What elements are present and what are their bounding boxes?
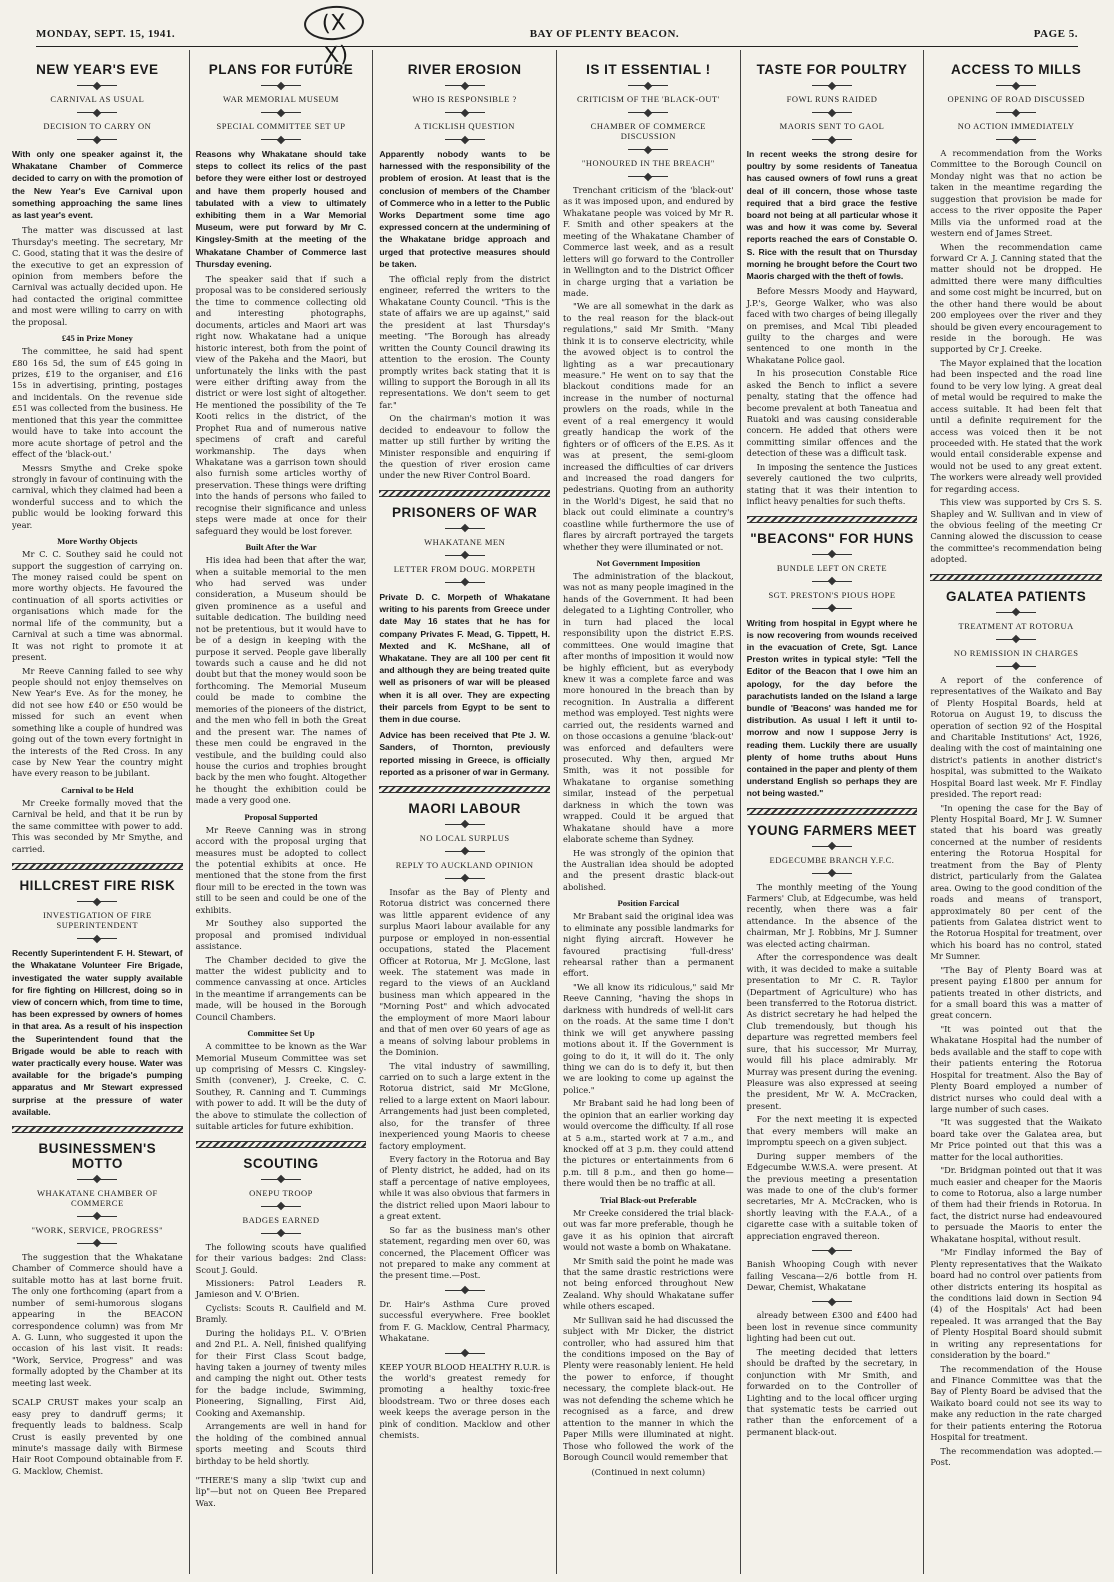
subheading: WHAKATANE CHAMBER OF COMMERCE: [36, 1187, 158, 1208]
crosshead: Carnival to be Held: [61, 784, 134, 795]
divider: [445, 824, 485, 825]
crosshead: Proposal Supported: [244, 811, 318, 822]
crosshead: Trial Black-out Preferable: [600, 1194, 697, 1205]
divider: [77, 1216, 117, 1217]
headline-river-erosion: RIVER EROSION: [407, 62, 522, 77]
advertisement: SCALP CRUST makes your scalp an easy prey to dandruff germs; it frequently leads to baldness. Scalp Crust is easily prevented by one minute's massage daily with Birmese Hair Root Compound obtainable from F. G. Macklow, Chemist.: [12, 1397, 183, 1476]
paragraph: Mr Smith said the point he made was that the same drastic restrictions were not being enforced throughout New Zealand. Why should Whakatane suffer while others escaped.: [563, 1255, 734, 1312]
subheading: INVESTIGATION OF FIRE SUPERINTENDENT: [42, 910, 152, 931]
paragraph: Mr Brabant said he had long been of the opinion that an earlier working day would overcome the difficulty. If all rose at 5 a.m., started work at 7 a.m., and knocked off at 3 p.m. they could attend the pictures or entertainments from 6 p.m. till 8 p.m., and then go home—there would then be no traffic at all.: [563, 1098, 734, 1189]
paragraph: "In opening the case for the Bay of Plenty Hospital Board, Mr J. W. Sumner stated that his board was greatly concerned at the number of residents entering the Rotorua Hospital for treatment from the Bay of Plenty district, particularly from the Galatea area. Owing to the good condition of the roads and means of transport, approximately 80 per cent of the patients from Galatea district went to the Rotorua Hospital for treatment, over which his board has no control, stated Mr Sumner.: [930, 802, 1102, 962]
paragraph: "It was suggested that the Waikato board take over the Galatea area, but Mr Price pointed out that this was a matter for the local authorities.: [930, 1117, 1102, 1162]
lead-paragraph: Apparently nobody wants to be harnessed with the responsibility of the problem of erosion. At least that is the conclusion of members of the Chamber of Commerce who in a letter to the Public Works Department some time ago expressed concern at the undermining of the Whakatane bridge approach and urged that protective measures should be taken.: [379, 149, 550, 269]
divider: [261, 1179, 301, 1180]
subheading: "HONOURED IN THE BREACH": [581, 158, 715, 168]
paragraph: The recommendation was adopted.—Post.: [930, 1445, 1102, 1468]
divider: [77, 112, 117, 113]
masthead-page: PAGE 5.: [1033, 28, 1078, 40]
divider: [445, 85, 485, 86]
section-separator: [930, 574, 1102, 581]
divider: [445, 139, 485, 140]
subheading: NO ACTION IMMEDIATELY: [957, 121, 1075, 131]
paragraph: So far as the business man's other statement, regarding men over 60, was concerned, the Placement Officer was not prepared to make any comment at the present time.—Post.: [379, 1224, 550, 1281]
column-3: [373, 50, 557, 1574]
paragraph: The Mayor explained that the location had been inspected and the road line found to be very low lying. A great deal of metal would be required to make the access suitable. It had been felt that until a definite requirement for the access was voiced then it be not proceeded with. He stated that the work would entail considerable expense and would not be used to any great extent. The workers were already well provided for regarding access.: [930, 357, 1102, 494]
subheading: ONEPU TROOP: [249, 1187, 313, 1198]
lead-paragraph: Reasons why Whakatane should take steps to collect its relics of the past before they were either lost or destroyed and have them properly housed and tabulated with a view to ultimately exhibiting them in a War Memorial Museum, were put forward by Mr C. Kingsley-Smith at the meeting of the Whakatane Chamber of Commerce last Thursday evening.: [195, 149, 367, 269]
paragraph: The speaker said that if such a proposal was to be considered seriously the time to commence collecting old and interesting photographs, documents, articles and Maori art was right now. Whakatane had a unique historic interest, both from the point of view of the Pakeha and the Maori, but unfortunately the links with the past were either drifting away from the district or were lost sight of altogether. He mentioned the possibility of the Te Kooti relics in the district, of the Prophet Rua and of numerous native specimens of craft and careful workmanship. The days when Whakatane was a garrison town should also furnish some articles worthy of preservation. These things were drifting into the hands of persons who failed to recognise their significance and unless steps were made at once for their safeguard they would be lost forever.: [195, 274, 367, 536]
headline-access-to-mills: ACCESS TO MILLS: [951, 62, 1082, 77]
paragraph: Mr Creeke considered the trial black-out was far more preferable, though he gave it as his opinion that aircraft would not waste a bomb on Whakatane.: [563, 1207, 734, 1253]
headline-taste-for-poultry: TASTE FOR POULTRY: [756, 62, 908, 77]
subheading: SGT. PRESTON'S PIOUS HOPE: [768, 589, 896, 600]
headline-scouting: SCOUTING: [243, 1155, 319, 1171]
paragraph: A recommendation from the Works Committee to the Borough Council on Monday night was that no action be taken in the meantime regarding the suggestion that provision be made for access to the river opposite the Paper Mills via the unformed road at the western end of James Street.: [930, 148, 1102, 239]
subheading: CRITICISM OF THE 'BLACK-OUT': [576, 94, 720, 104]
advertisement: Banish Whooping Cough with never failing Vescana—2/6 bottle from H. Dewar, Chemist, Whakatane: [746, 1259, 918, 1293]
crosshead: Built After the War: [245, 542, 317, 553]
crosshead: Position Farcical: [617, 898, 680, 909]
paragraph: Mr Southey also supported the proposal and promised individual assistance.: [195, 918, 367, 952]
advertisement: KEEP YOUR BLOOD HEALTHY R.U.R. is the world's greatest remedy for promoting a healthy toxic-free bloodstream. Two or three doses each week keeps the average person in the pink of condition. Macklow and other chemists.: [379, 1361, 550, 1441]
paragraph: Mr Reeve Canning failed to see why people should not enjoy themselves on New Year's Eve. As for the money, he did not see how £40 or £50 would be missed for such an event when something like a couple of hundred was going out of the town every fortnight in the interests of the Red Cross. In any case by New Year the country might have every reason to be jubilant.: [12, 665, 183, 779]
divider: [77, 901, 117, 902]
paragraph: During supper members of the Edgecumbe W.W.S.A. were present. At the previous meeting a presentation was made to one of the club's former secretaries, Mr A. McCracken, who is shortly leaving with the F.A.A., of a cigarette case with a suitable token of appreciation engraved thereon.: [746, 1150, 918, 1241]
newspaper-columns: [6, 50, 1108, 1574]
masthead-rule: [36, 46, 1078, 47]
section-separator: [747, 516, 918, 523]
paragraph: He was strongly of the opinion that the Australian idea should be adopted and the present drastic black-out abolished.: [563, 847, 734, 892]
divider: [628, 85, 668, 86]
paragraph: The meeting decided that letters should be drafted by the secretary, in conjunction with Mr Smith, and forwarded on to the Controller of Lighting and to the local officer urging that systematic tests be carried out rather than the enforcement of a permanent black-out.: [746, 1346, 918, 1437]
paragraph: The committee, he said had spent £80 16s 5d, the sum of £45 going in prizes, £19 to the organiser, and £16 15s in advertising, printing, postages and incidentals. On the revenue side £51 was collected from the business. He mentioned that this year the committee would have to take into account the more acute shortage of petrol and the effect of the 'black-out.': [12, 346, 183, 460]
subheading: BUNDLE LEFT ON CRETE: [776, 562, 888, 573]
subheading: WHAKATANE MEN: [424, 536, 506, 547]
advertisement: Dr. Hair's Asthma Cure proved successful everywhere. Free booklet from F. G. Macklow, Central Pharmacy, Whakatane.: [379, 1298, 550, 1344]
paragraph: The official reply from the district engineer, referred the writers to the Whakatane County Council. "This is the state of affairs we are up against," said the president at last Thursday's meeting. "The Borough has already written the County Council drawing its attention to the erosion. The County promptly writes back stating that it is willing to support the Borough in all its representations. We don't seem to get far.": [379, 274, 550, 410]
crosshead: Committee Set Up: [247, 1028, 315, 1039]
paragraph: Mr Creeke formally moved that the Carnival be held, and that it be run by the same committee with power to add. This was seconded by Mr Smythe, and carried.: [12, 797, 183, 854]
divider: [445, 1290, 485, 1291]
crosshead: £45 in Prize Money: [61, 333, 133, 344]
section-separator: [12, 863, 183, 870]
section-separator: [747, 808, 918, 815]
paragraph: His idea had been that after the war, when a suitable memorial to the men who had served was under consideration, a Museum should be given prominence as a useful and suitable dedication. The building need not be pretentious, but it would have to be of a design in keeping with the purpose it served. People gave liberally towards such a cause and he did not doubt but that the money would soon be forthcoming. The Memorial Museum could be made to combine the memories of the pioneers of the district, and the men who fell in both the Great and the present war. The names of these men could be engraved in the vestibule, and the building could also house the curios and trophies brought back by the men who fought. Altogether he thought the exhibition could be made a very good one.: [195, 555, 367, 806]
paragraph: "We all know its ridiculous," said Mr Reeve Canning, "having the shops in darkness with hundreds of well-lit cars on the roads. At the same time I don't think we will get anywhere passing motions about it. If the Government is going to do it, it will do it. The only thing we can do is to defy it, but then we are looking to come up against the police.": [563, 981, 734, 1095]
advertisement: "THERE'S many a slip 'twixt cup and lip"—but not on Queen Bee Prepared Wax.: [195, 1474, 367, 1508]
subheading: OPENING OF ROAD DISCUSSED: [947, 94, 1085, 104]
paragraph: Trenchant criticism of the 'black-out' as it was imposed upon, and endured by Whakatane people was voiced by Mr R. F. Smith and other speakers at the meeting of the Whakatane Chamber of Commerce last week, and as a result letters will go forward to the Controller in Wellington and to the District Officer in charge urging that a variation be made.: [563, 185, 734, 298]
divider: [445, 582, 485, 583]
headline-plans-for-future: PLANS FOR FUTURE: [208, 62, 354, 77]
paragraph: The monthly meeting of the Young Farmers' Club, at Edgecumbe, was held recently, when there was a fair attendance. In the absence of the chairman, Mr J. Robbins, Mr J. Sumner was elected acting chairman.: [746, 881, 918, 949]
subheading: FOWL RUNS RAIDED: [786, 94, 878, 104]
section-separator: [12, 1126, 183, 1133]
divider: [628, 176, 668, 177]
subheading: MAORIS SENT TO GAOL: [779, 121, 885, 131]
subheading: NO REMISSION IN CHARGES: [953, 647, 1079, 658]
subheading: CHAMBER OF COMMERCE DISCUSSION: [590, 121, 706, 141]
lead-paragraph: Writing from hospital in Egypt where he is now recovering from wounds received in the evacuation of Crete, Sgt. Lance Preston writes in typical style: "Tell the Editor of the Beacon that I owe him an apology, for the day before the parachutists landed on the Island a large bundle of 'Beacons' was handed me for distribution. As usual I left it until to-morrow and now I suppose Jerry is reading them. Luckily there are usually plenty of home truths about Huns contained in the paper and plenty of them understand English so perhaps they are not being wasted.": [746, 617, 918, 799]
lead-paragraph: Advice has been received that Pte J. W. Sanders, of Thornton, previously reported missing in Greece, is officially reported as a prisoner of war in Germany.: [379, 730, 550, 777]
divider: [812, 85, 852, 86]
headline-businessmens-motto: BUSINESSMEN'S MOTTO: [38, 1140, 157, 1171]
divider: [812, 112, 852, 113]
subheading: WHO IS RESPONSIBLE ?: [412, 94, 517, 104]
divider: [812, 554, 852, 555]
paragraph: Every factory in the Rotorua and Bay of Plenty district, he added, had on its staff a percentage of native employees, while it was also obvious that farmers in the district relied upon Maori labour to a great extent.: [379, 1154, 550, 1222]
divider: [996, 666, 1036, 667]
divider: [996, 139, 1036, 140]
paragraph: Insofar as the Bay of Plenty and Rotorua district was concerned there was little apparent evidence of any surplus Maori labour available for any purpose or employed in non-essential occupations, stated the Placement Officer at Rotorua, Mr J. McGlone, last week. The statement was made in regard to the views of an Auckland business man which appeared in the "Morning Post" and which advocated the employment of more Maori labour and that of men over 60 years of age as a means of solving labour problems in the Dominion.: [379, 886, 550, 1058]
divider: [261, 1206, 301, 1207]
paragraph: When the recommendation came forward Cr A. J. Canning stated that the matter should not be dropped. He admitted there were many difficulties and some cost might be incurred, but on the other hand there would be about 200 employees over the river and they should be given every encouragement to reside in the borough. He was supported by Cr J. Creeke.: [930, 241, 1102, 355]
divider: [77, 139, 117, 140]
divider: [77, 938, 117, 939]
paragraph: A report of the conference of representatives of the Waikato and Bay of Plenty Hospital Boards, held at Rotorua on August 19, to discuss the operation of section 92 of the Hospital and Charitable Institutions' Act, 1926, dealing with the cost of maintaining one district's patients in another district's hospital, was submitted to the Waikato Hospital Board last week. Mr F. Findlay presided. The report read:: [930, 674, 1102, 800]
paragraph: Before Messrs Moody and Hayward, J.P.'s, George Walker, who was also faced with two charges of being illegally on premises, and Mcal Tibi pleaded guilty to the charges and were sentenced to one month in the Whakatane Police gaol.: [746, 286, 918, 365]
paragraph: For the next meeting it is expected that every members will make an impromptu speech on a given subject.: [746, 1114, 918, 1148]
paragraph: After the correspondence was dealt with, it was decided to make a suitable presentation to Mr C. R. Taylor (Department of Agriculture) who has been transferred to the Rotorua district. As district secretary he had helped the Club tremendously, but though his departure was regretted members feel sure, that his successor, Mr Murray, would fill his place admirably. Mr Murray was present during the evening. Pleasure was also expressed at seeing the president, Mr W. A. McCracken, present.: [746, 952, 918, 1111]
subheading: A TICKLISH QUESTION: [414, 121, 515, 131]
paragraph: During the holidays P.L. V. O'Brien and 2nd P.L. A. Nell, finished qualifying for their First Class Scout badge, having taken a journey of twenty miles and camping the night out. Other tests for the badge include, Swimming, Pioneering, Signalling, First Aid, Cooking and Axemanship.: [195, 1327, 367, 1418]
column-4: [557, 50, 741, 1574]
divider: [445, 112, 485, 113]
lead-paragraph: Recently Superintendent F. H. Stewart, of the Whakatane Volunteer Fire Brigade, investigated the water supply available for fire fighting on Hillcrest, doing so in view of concern which, from time to time, has been expressed by owners of homes in that area. As a result of his inspection the Superintendent found that the Brigade would be able to reach with water practically every house. Water was available for the brigade's pumping apparatus and Mr Stewart expressed surprise at the pressure of water available.: [12, 948, 183, 1117]
paragraph: The administration of the blackout, was not as many people imagined in the hands of the Government. It had been delegated to a Lighting Controller, who in turn had placed the local responsibility upon the district E.P.S. committees. One would imagine that after months of imposition it would now be highly efficient, but as everybody knew it was a complete farce and was more honoured in the breach than by recognition. In Australia a different method was employed. Test nights were carried out, the residents warned and on those occasions a genuine 'black-out' was enforced and defaulters were prosecuted. Why then, argued Mr Smith, was it not possible for Whakatane to organise something similar, instead of the perpetual darkness in which the town was wrapped. Could it be argued that Whakatane should have a more elaborate scheme than Sydney.: [563, 571, 734, 845]
paragraph: The Chamber decided to give the matter the widest publicity and to commence canvassing at once. Articles in the meantime if arrangements can be made, will be housed in the Borough Council Chambers.: [195, 954, 367, 1022]
divider: [996, 85, 1036, 86]
divider: [445, 851, 485, 852]
paragraph: The vital industry of sawmilling, carried on to such a large extent in the Rotorua district, said Mr McGlone, relied to a large extent on Maori labour. Arrangements had just been completed, also, for the transfer of three inexperienced young Maoris to cheese factory employment.: [379, 1060, 550, 1151]
headline-beacons-for-huns: "BEACONS" FOR HUNS: [750, 530, 914, 546]
paragraph: Missioners: Patrol Leaders R. Jamieson and V. O'Brien.: [195, 1277, 367, 1300]
divider: [261, 112, 301, 113]
paragraph: The recommendation of the House and Finance Committee was that the Bay of Plenty Board be advised that the Waikato board could not see its way to make any reduction in the rate charged for their patients entering the Rotorua Hospital for treatment.: [930, 1363, 1102, 1443]
paragraph: "The Bay of Plenty Board was at present paying £1800 per annum for patients treated in other districts, and for a small board this was a matter of great concern.: [930, 964, 1102, 1021]
paragraph: Mr Reeve Canning was in strong accord with the proposal urging that measures must be adopted to collect the potential exhibits at once. He mentioned that the stone from the first flour mill to be erected in the town was still to be seen and could be one of the exhibits.: [195, 824, 367, 915]
divider: [77, 1243, 117, 1244]
subheading: CARNIVAL AS USUAL: [50, 94, 145, 104]
subheading: NO LOCAL SURPLUS: [419, 832, 510, 843]
paragraph: A committee to be known as the War Memorial Museum Committee was set up comprising of Messrs C. Kingsley-Smith (convener), J. Creeke, C. C. Southey, R. Canning and T. Cummings with power to add. It will be the duty of the above to stimulate the collection of suitable articles for future exhibition.: [195, 1041, 367, 1132]
crosshead: Not Government Imposition: [596, 558, 701, 568]
paragraph: This view was supported by Crs S. S. Shapley and W. Sullivan and in view of the obvious feeling of the meeting Cr Canning alowed the discussion to cease the committee's recommendation being adopted.: [930, 497, 1102, 565]
subheading: "WORK, SERVICE, PROGRESS": [31, 1224, 164, 1235]
paragraph: In his prosecution Constable Rice asked the Bench to inflict a severe penalty, stating that the offence had become prevalent at both Taneatua and Ruatoki and was causing considerable concern. He added that others were committing similar offences and the detection of these was a difficult task.: [746, 368, 918, 459]
divider: [261, 85, 301, 86]
headline-young-farmers-meet: YOUNG FARMERS MEET: [747, 822, 917, 838]
headline-is-it-essential: IS IT ESSENTIAL !: [586, 62, 711, 77]
divider: [445, 878, 485, 879]
paragraph: On the chairman's motion it was decided to endeavour to follow the matter up still further by writing the Minister responsible and enquiring if the question of river erosion came under the new River Control Board.: [379, 413, 550, 481]
divider: [812, 873, 852, 874]
paragraph: "Mr Findlay informed the Bay of Plenty representatives that the Waikato board had no control over patients from other districts entering its hospital as the conditions laid down in Section 94 (4) of the Hospitals' Act had been repealed. It was arranged that the Bay of Plenty Hospital Board should submit in writing any representations for consideration by the board.": [930, 1247, 1102, 1361]
lead-paragraph: With only one speaker against it, the Whakatane Chamber of Commerce decided to carry on with the promotion of the New Year's Eve Carnival upon something approaching the same lines as last year's event.: [12, 149, 183, 221]
paragraph: "It was pointed out that the Whakatane Hospital had the number of beds available and the staff to cope with their patients entering the Rotorua Hospital for treatment. Also the Bay of Plenty Board employed a number of district nurses who could deal with a large number of such cases.: [930, 1023, 1102, 1114]
headline-maori-labour: MAORI LABOUR: [408, 800, 521, 816]
divider: [77, 1179, 117, 1180]
divider: [996, 639, 1036, 640]
column-1: [6, 50, 190, 1574]
paragraph: already between £300 and £400 had been lost in revenue since community lighting had been cut out.: [746, 1310, 918, 1344]
paragraph: Arrangements are well in hand for the holding of the combined annual sports meeting and Scouts third birthday to be held shortly.: [195, 1421, 367, 1466]
paragraph: The matter was discussed at last Thursday's meeting. The secretary, Mr C. Good, stating that it was the desire of the executive to get an expression of opinion from members before the Carnival was actually decided upon. He had contacted the original committee and most were willing to carry on with the proposal.: [12, 225, 183, 327]
divider: [628, 149, 668, 150]
divider: [812, 1250, 852, 1251]
subheading: SPECIAL COMMITTEE SET UP: [216, 121, 346, 131]
paragraph: Mr Sullivan said he had discussed the subject with Mr Dicker, the district controller, who had assured him that the conditions imposed on the Bay of Plenty were reasonably lenient. He held the power to enforce, if thought necessary, the complete black-out. He was not defending the scheme which he recognised as a farce, and drew attention to the manner in which the Paper Mills were illuminated at night. Those who followed the work of the Borough Council would remember that: [563, 1314, 734, 1462]
divider: [996, 612, 1036, 613]
divider: [812, 581, 852, 582]
divider: [77, 85, 117, 86]
subheading: BADGES EARNED: [242, 1214, 320, 1225]
paragraph: The suggestion that the Whakatane Chamber of Commerce should have a suitable motto has at last borne fruit. The only one forthcoming (apart from a number of semi-humorous slogans appearing in the BEACON correspondence column) was from Mr A. G. Lunn, who suggested it upon the occasion of his last visit. It reads: "Work, Service, Progress" and was formally adopted by the Chamber at its meeting last week.: [12, 1251, 183, 1388]
lead-paragraph: In recent weeks the strong desire for poultry by some residents of Taneatua has caused owners of fowl runs a great deal of ill concern, those whose taste required that a bird grace the festive board not being at all particular whose it was and how it was come by. Several reports reached the ears of Constable O. S. Rice with the result that on Thursday morning he brought before the Court two Maoris charged with the theft of fowls.: [746, 149, 918, 282]
divider: [812, 139, 852, 140]
paragraph: Cyclists: Scouts R. Caulfield and M. Bramly.: [195, 1302, 367, 1325]
section-separator: [379, 490, 550, 497]
divider: [445, 555, 485, 556]
headline-galatea-patients: GALATEA PATIENTS: [946, 588, 1087, 604]
lead-paragraph: Private D. C. Morpeth of Whakatane writing to his parents from Greece under date May 16 states that he has for company Privates F. Mead, G. Tippett, H. Mexted and K. McShane, all of Whakatane. They are all 100 per cent fit and although they are being treated quite well as prisoners of war will be pleased when it is all over. They are expecting their parcels from Egypt to be sent to them in due course.: [379, 591, 550, 724]
divider: [261, 139, 301, 140]
paragraph: Mr C. C. Southey said he could not support the suggestion of carrying on. The money raised could be spent on more worthy objects. He favoured the continuation of all sports activities or organisations which made for the normal life of the community, but a Carnival at such a time was abnormal. It was not right to promote it at present.: [12, 549, 183, 663]
paragraph: The following scouts have qualified for their various badges: 2nd Class: Scout J. Gould.: [195, 1241, 367, 1275]
divider: [445, 528, 485, 529]
divider: [812, 846, 852, 847]
divider: [445, 1353, 485, 1354]
masthead: [36, 10, 1078, 69]
subheading: DECISION TO CARRY ON: [43, 121, 152, 131]
divider: [628, 112, 668, 113]
headline-hillcrest-fire-risk: HILLCREST FIRE RISK: [19, 878, 176, 894]
crosshead: More Worthy Objects: [57, 536, 138, 547]
column-2: [190, 50, 374, 1574]
column-5: [741, 50, 925, 1574]
subheading: TREATMENT AT ROTORUA: [958, 620, 1074, 631]
headline-new-years-eve: NEW YEAR'S EVE: [36, 62, 159, 77]
handwritten-mark: (X X): [303, 4, 365, 42]
divider: [996, 112, 1036, 113]
paragraph: "We are all somewhat in the dark as to the real reason for the black-out regulations," said Mr Smith. "Many think it is to conserve electricity, while the avowed object is to control the lighting as a war precautionary measure." He went on to say that the blackout conditions made for an increase in the number of nocturnal prowlers on the roads, while in the event of a real emergency it would greatly handicap the work of the fighters or of officers of the E.P.S. As it was at present, the semi-gloom increased the difficulties of car drivers and increased the road dangers for pedestrians. Quoting from an authority in the World's Digest, he said that no black out could eliminate a country's coastline while furthermore the use of flares by aircraft portrayed the targets whether they were illuminated or not.: [563, 301, 734, 552]
headline-prisoners-of-war: PRISONERS OF WAR: [392, 504, 538, 520]
section-separator: [379, 786, 550, 793]
paragraph: In imposing the sentence the Justices severely cautioned the two culprits, stating that it was their intention to inflict heavy penalties for such thefts.: [746, 461, 918, 507]
column-6: [924, 50, 1108, 1574]
divider: [812, 608, 852, 609]
section-separator: [196, 1141, 367, 1148]
paragraph: Mr Brabant said the original idea was to eliminate any possible landmarks for night flying aircraft. However he favoured practising 'full-dress' rehearsal rather than a permanent effort.: [563, 911, 734, 979]
paragraph: "Dr. Bridgman pointed out that it was much easier and cheaper for the Maoris to come to Rotorua, also a large number of them had their friends in Rotorua. In fact, the district nurse had endeavoured to persuade the Maoris to enter the Whakatane hospital, without result.: [930, 1165, 1102, 1244]
paragraph: Messrs Smythe and Creke spoke strongly in favour of continuing with the carnival, which they claimed had been a wonderful success and to which the public would be looking forward this year.: [12, 462, 183, 530]
subheading: LETTER FROM DOUG. MORPETH: [393, 563, 536, 574]
subheading: EDGECUMBE BRANCH Y.F.C.: [769, 854, 895, 865]
continued-note: (Continued in next column): [591, 1467, 706, 1478]
divider: [812, 1301, 852, 1302]
masthead-date: MONDAY, SEPT. 15, 1941.: [36, 28, 176, 40]
subheading: REPLY TO AUCKLAND OPINION: [395, 859, 534, 870]
masthead-title: BAY OF PLENTY BEACON.: [529, 28, 680, 40]
divider: [261, 1233, 301, 1234]
subheading: WAR MEMORIAL MUSEUM: [223, 94, 339, 104]
